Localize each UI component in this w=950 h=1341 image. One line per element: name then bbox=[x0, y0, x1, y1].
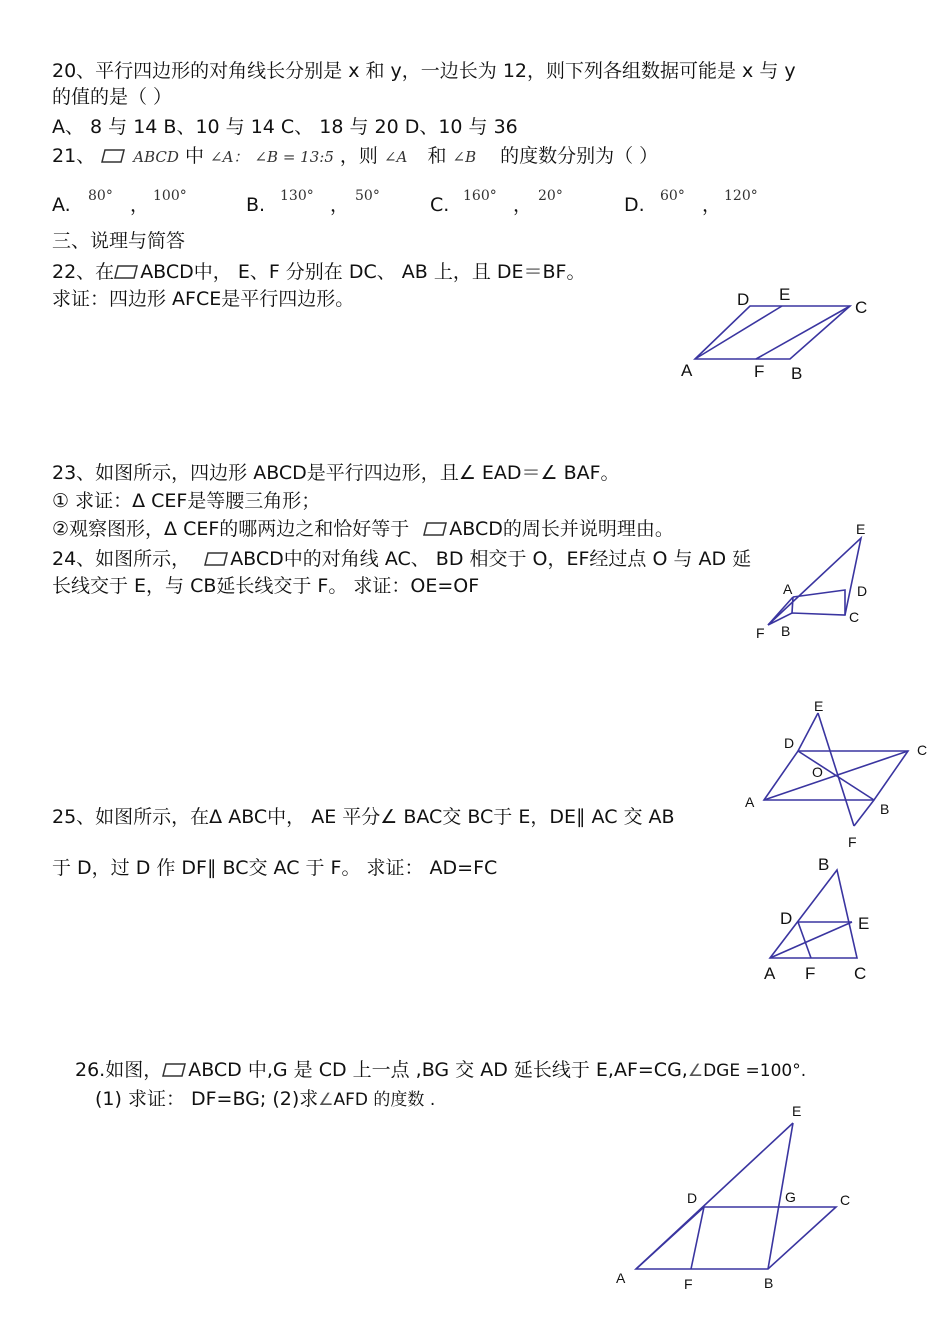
q21-angle-b: ∠B bbox=[452, 148, 477, 166]
q21-opt-b-2: 50° bbox=[355, 188, 380, 204]
q22-label-a: A bbox=[681, 361, 693, 380]
q24-label-b: B bbox=[880, 801, 890, 817]
parallelogram-icon bbox=[101, 149, 125, 163]
q21-angle-a: ∠A bbox=[383, 148, 408, 166]
q24-label-d: D bbox=[784, 735, 795, 751]
q24-label-e: E bbox=[814, 698, 824, 714]
q26-label-f: F bbox=[684, 1276, 693, 1292]
q23-text-b: ABCD的周长并说明理由。 bbox=[449, 518, 674, 540]
q23-figure bbox=[750, 518, 880, 643]
q22-prefix: 22、在 bbox=[52, 261, 115, 283]
q23-label-e: E bbox=[856, 521, 866, 537]
q21-opt-d-comma: ， bbox=[702, 194, 722, 216]
q21-opt-c-comma: ， bbox=[513, 194, 533, 216]
q21-opt-c-1: 160° bbox=[463, 188, 497, 204]
q21-opt-d-label: D. bbox=[624, 194, 645, 216]
q26-angle-afd: AFD 的度数 . bbox=[333, 1090, 436, 1110]
q21-opt-b-1: 130° bbox=[280, 188, 314, 204]
q23-label-c: C bbox=[849, 609, 860, 625]
q24-line1 bbox=[52, 547, 751, 571]
q22-figure bbox=[670, 280, 880, 385]
q25-label-c: C bbox=[854, 964, 867, 983]
q23-label-a: A bbox=[783, 581, 793, 597]
q24-text: ABCD中的对角线 AC、 BD 相交于 O，EF经过点 O 与 AD 延 bbox=[230, 548, 752, 570]
q22-label-e: E bbox=[779, 285, 791, 304]
q26-prefix: 26.如图， bbox=[75, 1059, 163, 1081]
q26-parallelogram bbox=[636, 1207, 836, 1269]
q25-line2: 于 D，过 D 作 DF∥ BC交 AC 于 F。 求证： AD=FC bbox=[52, 857, 498, 879]
section-title: 三、说理与简答 bbox=[52, 230, 186, 252]
q25-label-f: F bbox=[805, 964, 816, 983]
q25-label-b: B bbox=[818, 855, 830, 874]
q21-zhong: 中 bbox=[184, 145, 204, 167]
q23-label-b: B bbox=[781, 623, 791, 639]
q24-label-c: C bbox=[917, 742, 928, 758]
q21-ze: ，则 bbox=[339, 145, 378, 167]
q26-label-c: C bbox=[840, 1192, 851, 1208]
q25-figure bbox=[755, 850, 885, 985]
q22-line2: 求证：四边形 AFCE是平行四边形。 bbox=[52, 288, 355, 310]
q21-opt-d-1: 60° bbox=[660, 188, 685, 204]
q21-ratio-a: ∠A： bbox=[210, 148, 249, 166]
q26-angle-dge: DGE =100°. bbox=[703, 1061, 807, 1081]
q25-label-e: E bbox=[858, 914, 870, 933]
q21-opt-d-2: 120° bbox=[724, 188, 758, 204]
q23-line1: 23、如图所示，四边形 ABCD是平行四边形，且∠ EAD＝∠ BAF。 bbox=[52, 462, 620, 484]
q21-opt-b-comma: ， bbox=[330, 194, 350, 216]
q21-opt-c-label: C. bbox=[430, 194, 450, 216]
q22-text: ABCD中， E、F 分别在 DC、 AB 上，且 DE＝BF。 bbox=[140, 261, 586, 283]
q23-text-a: ②观察图形，Δ CEF的哪两边之和恰好等于 bbox=[52, 518, 410, 540]
q23-line2: ① 求证：Δ CEF是等腰三角形； bbox=[52, 490, 321, 512]
q23-af bbox=[768, 597, 793, 625]
q24-label-a: A bbox=[745, 794, 755, 810]
parallelogram-icon bbox=[114, 265, 138, 279]
q22-label-d: D bbox=[737, 290, 750, 309]
q23-label-f: F bbox=[756, 625, 765, 641]
q26-label-b: B bbox=[764, 1275, 774, 1291]
parallelogram-icon bbox=[162, 1063, 186, 1077]
q26-label-e: E bbox=[792, 1103, 802, 1119]
q21-he: 和 bbox=[427, 145, 447, 167]
q22-label-b: B bbox=[791, 364, 803, 383]
q21-opt-c-2: 20° bbox=[538, 188, 563, 204]
q23-line3 bbox=[52, 517, 674, 541]
q21-opt-a-comma: ， bbox=[130, 194, 150, 216]
q26-text: ABCD 中,G 是 CD 上一点 ,BG 交 AD 延长线于 E,AF=CG, bbox=[188, 1059, 688, 1081]
q25-label-d: D bbox=[780, 909, 793, 928]
q24-line-ef bbox=[818, 713, 854, 826]
q22-label-c: C bbox=[855, 298, 868, 317]
q26-label-d: D bbox=[687, 1190, 698, 1206]
q26-label-a: A bbox=[616, 1270, 626, 1286]
q23-triangle bbox=[768, 538, 861, 625]
q26-line2: (1) 求证： DF=BG; (2)求∠AFD 的度数 . bbox=[95, 1088, 436, 1110]
q24-prefix: 24、如图所示， bbox=[52, 548, 191, 570]
q22-label-f: F bbox=[754, 362, 765, 381]
parallelogram-icon bbox=[204, 552, 228, 566]
q25-line1: 25、如图所示，在Δ ABC中， AE 平分∠ BAC交 BC于 E，DE∥ AC 交 AB bbox=[52, 806, 675, 828]
q20-options: A、 8 与 14 B、10 与 14 C、 18 与 20 D、10 与 36 bbox=[52, 116, 518, 138]
q24-figure bbox=[738, 696, 938, 852]
q20-line2: 的值的是（ ） bbox=[52, 86, 173, 108]
q21-opt-b-label: B. bbox=[246, 194, 266, 216]
q24-extension-cb bbox=[854, 800, 874, 826]
q21-abcd: ABCD bbox=[133, 148, 179, 166]
q21-ask: 的度数分别为（ ） bbox=[500, 145, 659, 167]
q23-label-d: D bbox=[857, 583, 868, 599]
q26-figure bbox=[605, 1100, 860, 1300]
parallelogram-icon bbox=[423, 522, 447, 536]
q22-line1 bbox=[52, 260, 585, 284]
q22-parallelogram bbox=[695, 306, 850, 359]
q24-line2: 长线交于 E，与 CB延长线交于 F。 求证：OE=OF bbox=[52, 575, 480, 597]
q26-label-g: G bbox=[785, 1189, 796, 1205]
q24-extension-ad bbox=[798, 713, 818, 751]
q24-label-f: F bbox=[848, 834, 857, 850]
q21-opt-a-1: 80° bbox=[88, 188, 113, 204]
q26-line1: 26.如图， ABCD 中,G 是 CD 上一点 ,BG 交 AD 延长线于 E,AF=CG,∠DGE =100°. bbox=[75, 1059, 807, 1081]
q21-number: 21、 bbox=[52, 145, 96, 167]
q21-ratio-b: ∠B = 13:5 bbox=[254, 148, 334, 166]
q25-label-a: A bbox=[764, 964, 776, 983]
q26-ask: (1) 求证： DF=BG; (2)求 bbox=[95, 1088, 319, 1110]
q24-diagonal-bd bbox=[798, 751, 874, 800]
q26-line-ae bbox=[636, 1123, 793, 1269]
q21-opt-a-2: 100° bbox=[153, 188, 187, 204]
q21-opt-a-label: A. bbox=[52, 194, 71, 216]
q20-line1: 20、平行四边形的对角线长分别是 x 和 y，一边长为 12，则下列各组数据可能是 x 与 y bbox=[52, 60, 796, 82]
q24-label-o: O bbox=[812, 764, 823, 780]
q21-line bbox=[52, 144, 658, 169]
q23-ab bbox=[792, 597, 793, 613]
